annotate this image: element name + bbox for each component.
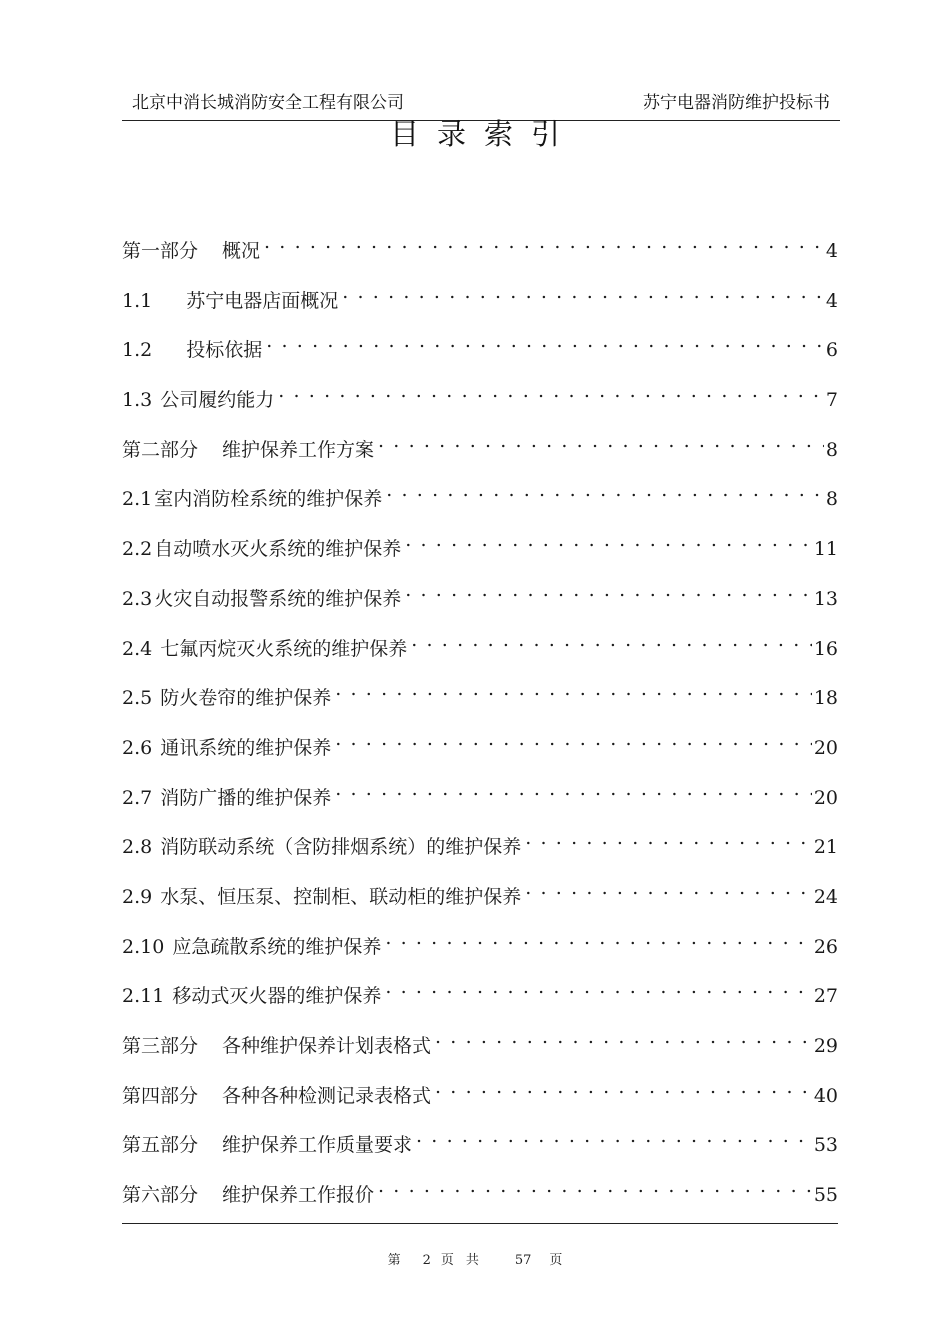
toc-dot-leader bbox=[405, 575, 812, 605]
toc-entry-number: 2.8 bbox=[122, 836, 153, 859]
toc-entry-page: 40 bbox=[813, 1084, 838, 1107]
toc-entry-page: 26 bbox=[813, 935, 838, 958]
page-footer bbox=[0, 1249, 950, 1268]
toc-entry-page: 24 bbox=[813, 885, 838, 908]
toc-dot-leader bbox=[264, 227, 824, 257]
toc-entry-number: 第三部分 bbox=[122, 1035, 199, 1057]
toc-dot-leader bbox=[378, 1171, 812, 1201]
toc-entry-page: 8 bbox=[825, 438, 838, 461]
toc-entry-number: 第六部分 bbox=[122, 1184, 199, 1207]
toc-entry-title: 通讯系统的维护保养 bbox=[160, 736, 332, 759]
toc-entry-title: 应急疏散系统的维护保养 bbox=[172, 935, 382, 958]
toc-entry-number: 2.11 bbox=[122, 985, 165, 1008]
toc-entry-page: 8 bbox=[825, 488, 838, 511]
toc-entry-page: 20 bbox=[813, 736, 838, 759]
toc-entry-title: 水泵、恒压泵、控制柜、联动柜的维护保养 bbox=[160, 885, 522, 908]
toc-dot-leader bbox=[525, 873, 812, 903]
footer-current-page: 2 bbox=[422, 1253, 431, 1268]
table-of-contents bbox=[122, 227, 838, 1221]
toc-entry-page: 4 bbox=[825, 240, 838, 262]
toc-entry-page: 20 bbox=[813, 786, 838, 809]
toc-entry[interactable] bbox=[122, 1072, 838, 1122]
toc-entry-title: 维护保养工作方案 bbox=[222, 438, 375, 461]
header-company-name: 北京中消长城消防安全工程有限公司 bbox=[132, 93, 404, 113]
toc-entry-number: 2.5 bbox=[122, 687, 153, 710]
toc-entry-number: 2.2 bbox=[122, 538, 153, 561]
toc-dot-leader bbox=[335, 674, 812, 704]
toc-entry-title: 移动式灭火器的维护保养 bbox=[172, 985, 382, 1008]
toc-entry-title: 苏宁电器店面概况 bbox=[186, 289, 339, 312]
toc-entry-title: 七氟丙烷灭火系统的维护保养 bbox=[160, 637, 408, 660]
toc-entry[interactable] bbox=[122, 1121, 838, 1171]
toc-entry[interactable] bbox=[122, 923, 838, 973]
toc-entry-title: 室内消防栓系统的维护保养 bbox=[154, 488, 383, 511]
toc-entry-page: 18 bbox=[813, 687, 838, 710]
toc-entry[interactable] bbox=[122, 525, 838, 575]
toc-entry-page: 27 bbox=[813, 985, 838, 1008]
toc-dot-leader bbox=[525, 823, 812, 853]
toc-entry-number: 第一部分 bbox=[122, 240, 199, 262]
toc-dot-leader bbox=[411, 625, 812, 655]
toc-entry-page: 13 bbox=[813, 587, 838, 610]
toc-dot-leader bbox=[386, 475, 824, 505]
toc-entry-title: 各种维护保养计划表格式 bbox=[222, 1035, 432, 1057]
toc-entry-page: 11 bbox=[813, 538, 838, 561]
toc-entry[interactable] bbox=[122, 575, 838, 625]
toc-entry-page: 16 bbox=[813, 637, 838, 660]
toc-entry[interactable] bbox=[122, 376, 838, 426]
toc-entry-number: 1.3 bbox=[122, 389, 153, 412]
toc-entry[interactable] bbox=[122, 227, 838, 277]
page-title: 目录索引 bbox=[389, 117, 578, 151]
toc-entry[interactable] bbox=[122, 674, 838, 724]
toc-entry-title: 消防联动系统（含防排烟系统）的维护保养 bbox=[160, 836, 522, 859]
header-document-name: 苏宁电器消防维护投标书 bbox=[643, 93, 830, 113]
toc-dot-leader bbox=[342, 277, 824, 307]
toc-dot-leader bbox=[378, 426, 824, 456]
toc-entry-number: 2.1 bbox=[122, 488, 153, 511]
toc-entry-number: 1.2 bbox=[122, 339, 153, 362]
toc-dot-leader bbox=[416, 1121, 812, 1151]
toc-entry[interactable] bbox=[122, 873, 838, 923]
toc-entry-title: 投标依据 bbox=[186, 339, 263, 362]
toc-entry[interactable] bbox=[122, 475, 838, 525]
toc-entry[interactable] bbox=[122, 774, 838, 824]
toc-dot-leader bbox=[335, 724, 812, 754]
toc-entry-number: 2.3 bbox=[122, 587, 153, 610]
toc-entry[interactable] bbox=[122, 972, 838, 1022]
toc-entry-number: 2.9 bbox=[122, 885, 153, 908]
toc-entry-number: 第四部分 bbox=[122, 1084, 199, 1107]
toc-entry-number: 第二部分 bbox=[122, 438, 199, 461]
toc-dot-leader bbox=[278, 376, 824, 406]
toc-dot-leader bbox=[335, 774, 812, 804]
toc-entry-number: 2.10 bbox=[122, 935, 165, 958]
toc-entry-page: 7 bbox=[825, 389, 838, 412]
toc-entry-title: 公司履约能力 bbox=[160, 389, 275, 412]
toc-entry[interactable] bbox=[122, 277, 838, 327]
toc-dot-leader bbox=[266, 326, 824, 356]
toc-entry-page: 6 bbox=[825, 339, 838, 362]
toc-entry[interactable] bbox=[122, 426, 838, 476]
footer-total-pages: 57 bbox=[514, 1253, 532, 1268]
footer-suffix: 页 bbox=[549, 1253, 563, 1268]
toc-entry-page: 55 bbox=[813, 1184, 838, 1207]
toc-dot-leader bbox=[405, 525, 812, 555]
toc-entry[interactable] bbox=[122, 1171, 838, 1221]
toc-entry-title: 概况 bbox=[222, 240, 261, 262]
toc-entry-title: 防火卷帘的维护保养 bbox=[160, 687, 332, 710]
toc-entry[interactable] bbox=[122, 326, 838, 376]
toc-entry[interactable] bbox=[122, 1022, 838, 1072]
toc-entry-page: 21 bbox=[813, 836, 838, 859]
toc-entry-title: 各种各种检测记录表格式 bbox=[222, 1084, 432, 1107]
toc-entry-page: 53 bbox=[813, 1134, 838, 1157]
toc-entry-page: 29 bbox=[813, 1035, 838, 1057]
toc-dot-leader bbox=[435, 1072, 812, 1102]
footer-divider bbox=[122, 1223, 838, 1224]
toc-entry[interactable] bbox=[122, 724, 838, 774]
toc-entry-number: 2.4 bbox=[122, 637, 153, 660]
toc-entry-title: 维护保养工作质量要求 bbox=[222, 1134, 413, 1157]
toc-entry-number: 2.7 bbox=[122, 786, 153, 809]
toc-entry-title: 火灾自动报警系统的维护保养 bbox=[154, 587, 402, 610]
toc-entry[interactable] bbox=[122, 823, 838, 873]
toc-entry-title: 维护保养工作报价 bbox=[222, 1184, 375, 1207]
toc-dot-leader bbox=[385, 972, 811, 1002]
toc-entry-number: 1.1 bbox=[122, 289, 153, 312]
toc-entry[interactable] bbox=[122, 625, 838, 675]
toc-dot-leader bbox=[435, 1022, 812, 1052]
toc-entry-number: 第五部分 bbox=[122, 1134, 199, 1157]
toc-entry-number: 2.6 bbox=[122, 736, 153, 759]
toc-entry-title: 自动喷水灭火系统的维护保养 bbox=[154, 538, 402, 561]
footer-middle: 页共 bbox=[440, 1253, 491, 1268]
toc-entry-title: 消防广播的维护保养 bbox=[160, 786, 332, 809]
footer-prefix: 第 bbox=[387, 1253, 401, 1268]
toc-entry-page: 4 bbox=[825, 289, 838, 312]
toc-dot-leader bbox=[385, 923, 811, 953]
